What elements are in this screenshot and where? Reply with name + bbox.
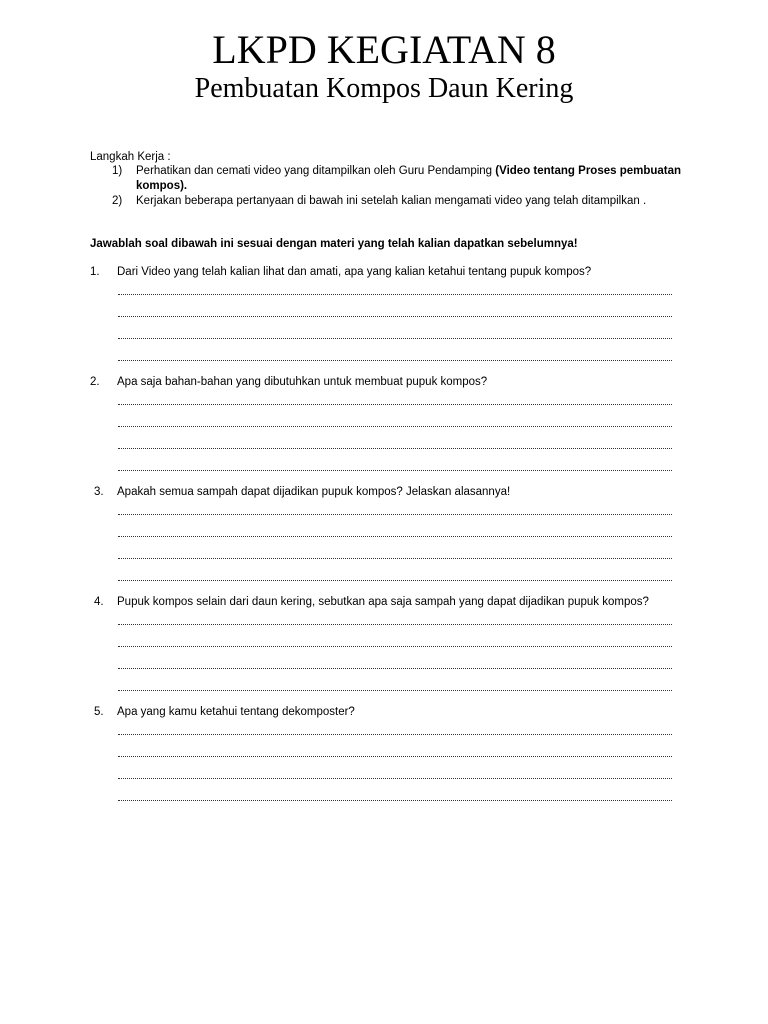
question-text: Dari Video yang telah kalian lihat dan amati, apa yang kalian ketahui tentang pupuk kompos? <box>117 266 592 278</box>
question-number: 1. <box>90 266 100 278</box>
steps-heading: Langkah Kerja : <box>90 151 171 163</box>
answer-line[interactable] <box>118 294 672 295</box>
answer-line[interactable] <box>118 448 672 449</box>
answer-line[interactable] <box>118 360 672 361</box>
step-number: 1) <box>112 165 123 177</box>
answer-line[interactable] <box>118 338 672 339</box>
answer-line[interactable] <box>118 536 672 537</box>
answer-line[interactable] <box>118 558 672 559</box>
answer-line[interactable] <box>118 800 672 801</box>
answer-line[interactable] <box>118 426 672 427</box>
answer-line[interactable] <box>118 404 672 405</box>
answer-line[interactable] <box>118 470 672 471</box>
question-text: Apa saja bahan-bahan yang dibutuhkan untuk membuat pupuk kompos? <box>117 376 488 388</box>
question-text: Pupuk kompos selain dari daun kering, sebutkan apa saja sampah yang dapat dijadikan pupuk kompos? <box>117 596 649 608</box>
step-text: Kerjakan beberapa pertanyaan di bawah ini setelah kalian mengamati video yang telah ditampilkan . <box>136 195 647 207</box>
step-number: 2) <box>112 195 123 207</box>
instruction-text: Jawablah soal dibawah ini sesuai dengan materi yang telah kalian dapatkan sebelumnya! <box>90 238 578 250</box>
answer-line[interactable] <box>118 734 672 735</box>
answer-line[interactable] <box>118 756 672 757</box>
answer-line[interactable] <box>118 514 672 515</box>
page-subtitle: Pembuatan Kompos Daun Kering <box>194 73 574 104</box>
question-text: Apakah semua sampah dapat dijadikan pupuk kompos? Jelaskan alasannya! <box>117 486 511 498</box>
question-number: 2. <box>90 376 100 388</box>
answer-line[interactable] <box>118 580 672 581</box>
step-text-bold: (Video tentang Proses pembuatan kompos). <box>136 165 682 192</box>
answer-line[interactable] <box>118 316 672 317</box>
answer-line[interactable] <box>118 778 672 779</box>
answer-line[interactable] <box>118 624 672 625</box>
step-text <box>136 164 682 194</box>
answer-line[interactable] <box>118 646 672 647</box>
question-text: Apa yang kamu ketahui tentang dekomposter? <box>117 706 355 718</box>
question-number: 4. <box>94 596 104 608</box>
answer-line[interactable] <box>118 690 672 691</box>
question-number: 3. <box>94 486 104 498</box>
question-number: 5. <box>94 706 104 718</box>
step-text-plain: Perhatikan dan cemati video yang ditampilkan oleh Guru Pendamping <box>136 165 493 177</box>
page-title: LKPD KEGIATAN 8 <box>212 27 556 72</box>
answer-line[interactable] <box>118 668 672 669</box>
